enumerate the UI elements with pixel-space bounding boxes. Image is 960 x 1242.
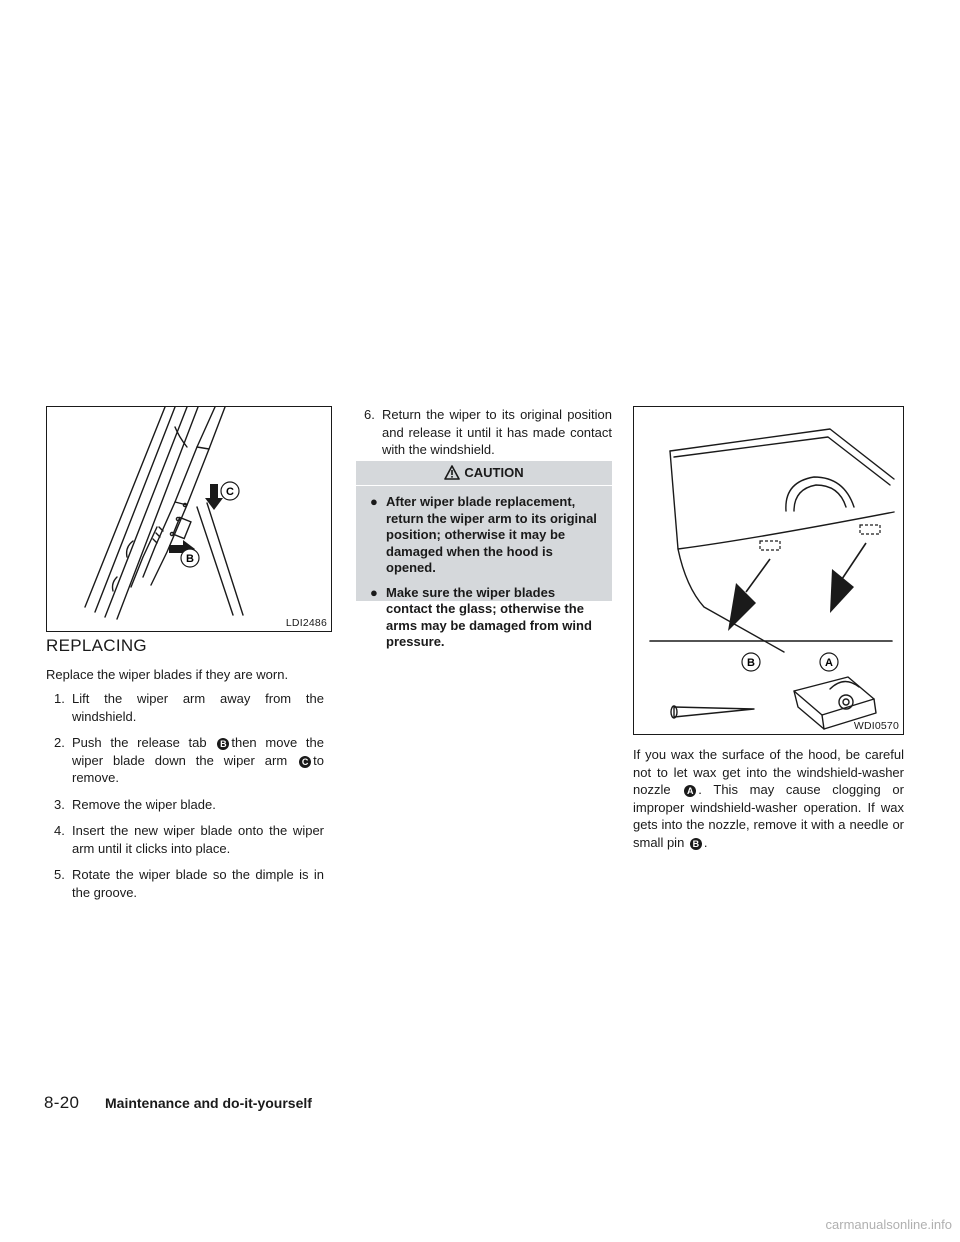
label-a: A [825, 657, 833, 669]
washer-nozzle-illustration [634, 407, 904, 735]
washer-nozzle-figure [633, 406, 904, 735]
intro-text: Replace the wiper blades if they are worn. [46, 667, 289, 682]
callout-a: A [684, 785, 696, 797]
list-item: 5. Rotate the wiper blade so the dimple is in the groove. [54, 867, 324, 900]
caution-title: CAUTION [464, 465, 524, 480]
caution-item: ● Make sure the wiper blades contact the glass; otherwise the arms may be damaged from wind pressure. [370, 584, 592, 649]
list-item: 1. Lift the wiper arm away from the windshield. [54, 691, 324, 724]
list-item: 2. Push the release tab B then move the wiper blade down the wiper arm C to remove. [54, 735, 324, 785]
section-title: Maintenance and do-it-yourself [105, 1095, 312, 1111]
caution-item: ● After wiper blade replacement, return the wiper arm to its original position; otherwise it may be damaged when the hood is opened. [370, 494, 597, 575]
callout-c: C [299, 756, 311, 768]
page-number: 8-20 [44, 1093, 80, 1112]
caution-header [356, 461, 612, 486]
list-item: 3. Remove the wiper blade. [54, 796, 216, 812]
wiper-arm-illustration [47, 407, 332, 632]
label-b: B [747, 657, 755, 669]
list-item: 6. Return the wiper to its original position and release it until it has made contact with the windshield. [364, 407, 612, 457]
wax-paragraph: If you wax the surface of the hood, be careful not to let wax get into the windshield-washer nozzle A . This may cause clogging or improper windshield-washer operation. If wax gets into the nozzle, remove it with a needle or small pin B . [633, 747, 904, 850]
warning-triangle-icon [444, 465, 460, 480]
section-heading: REPLACING [46, 636, 147, 655]
caution-box [356, 461, 612, 649]
callout-b: B [217, 738, 229, 750]
steps-list-middle [356, 406, 612, 468]
figure-code: WDI0570 [853, 720, 899, 732]
figure-code: LDI2486 [285, 617, 327, 629]
label-c: C [226, 486, 234, 498]
label-b: B [186, 553, 194, 565]
steps-list-left [46, 690, 324, 910]
wiper-arm-figure [46, 406, 332, 632]
callout-b: B [690, 838, 702, 850]
watermark-text: carmanualsonline.info [825, 1217, 952, 1232]
list-item: 4. Insert the new wiper blade onto the wiper arm until it clicks into place. [54, 823, 324, 856]
